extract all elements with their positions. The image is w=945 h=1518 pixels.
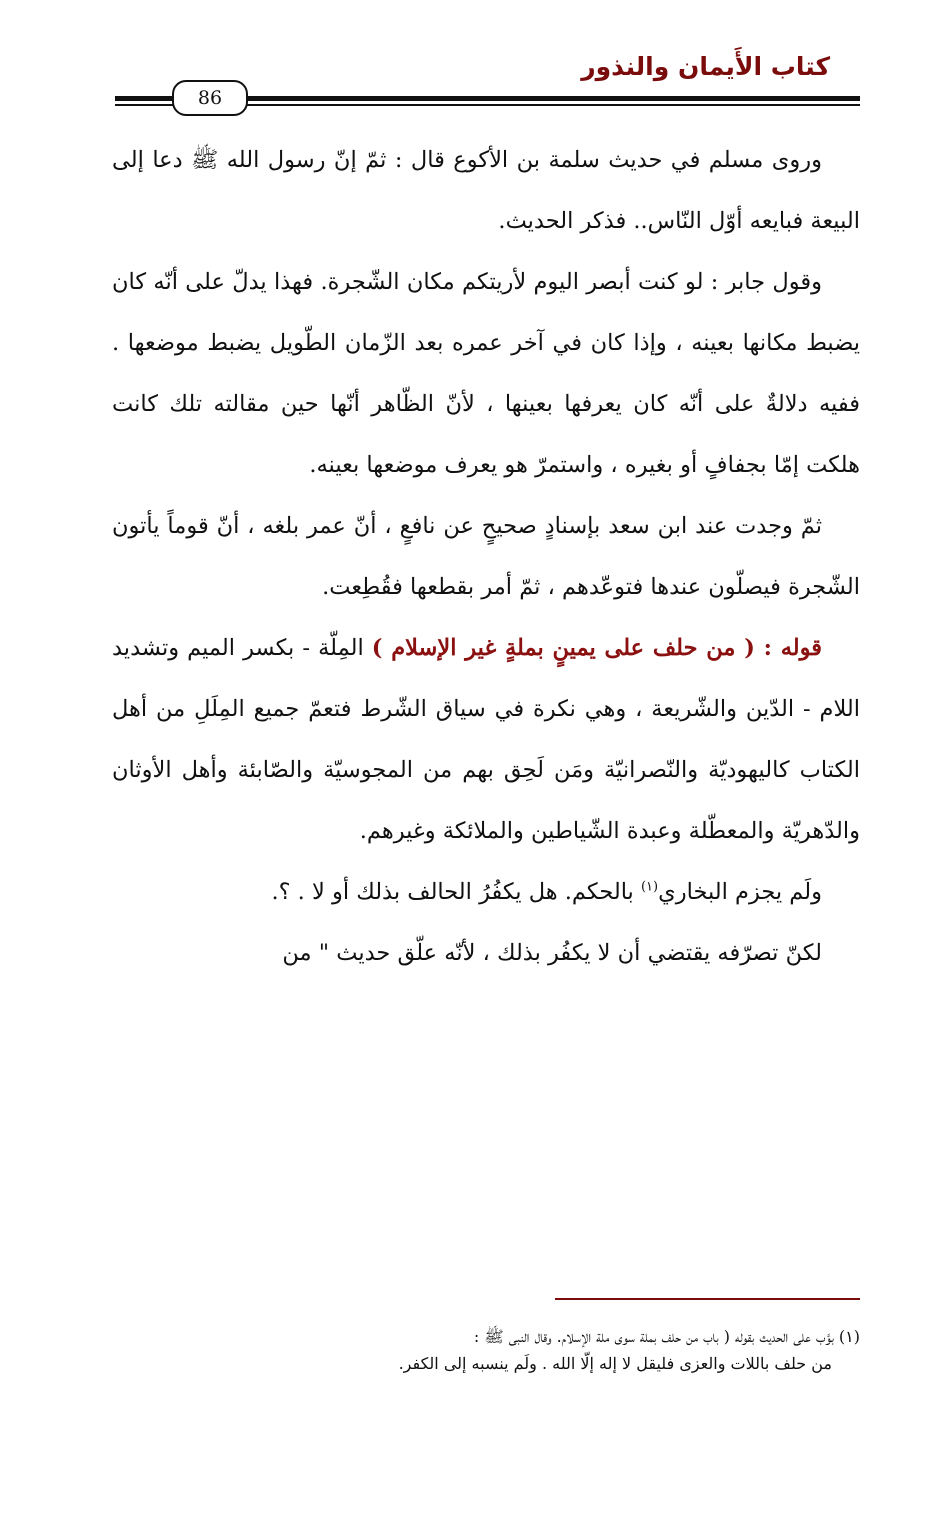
book-title: كتاب الأَيمان والنذور [581, 52, 830, 81]
footnote-line-1: (١) بوَّب على الحديث بقوله ( باب من حلف بملة سوى ملة الإسلام. وقال النبى ﷺ : [473, 1327, 860, 1346]
hadith-quote: قوله : ( من حلف على يمينٍ بملةٍ غير الإسلام ) [371, 635, 822, 661]
main-text [112, 130, 860, 984]
paragraph-5-text-end: بالحكم. هل يكفُرُ الحالف بذلك أو لا . ؟. [271, 879, 641, 905]
paragraph-2: وقول جابر : لو كنت أبصر اليوم لأريتكم مكان الشّجرة. فهذا يدلّ على أنّه كان يضبط مكانها بعينه ، وإذا كان في آخر عمره بعد الزّمان الطّويل يضبط موضعها . ففيه دلالةٌ على أنّه كان يعرفها بعينها ، لأنّ الظّاهر أنّها حين مقالته تلك كانت هلكت إمّا بجفافٍ أو بغيره ، واستمرّ هو يعرف موضعها بعينه. [112, 269, 860, 478]
paragraph-5-text-start: ولَم يجزم البخاري [658, 879, 822, 905]
footnote-separator [555, 1298, 860, 1300]
paragraph-5 [112, 862, 860, 923]
footnote-line-2: من حلف باللات والعزى فليقل لا إله إلّا الله . ولَم ينسبه إلى الكفر. [398, 1354, 832, 1373]
paragraph-1: وروى مسلم في حديث سلمة بن الأكوع قال : ثمّ إنّ رسول الله ﷺ دعا إلى البيعة فبايعه أوّل النّاس.. فذكر الحديث. [112, 147, 860, 234]
paragraph-4 [112, 618, 860, 862]
paragraph-4-text: المِلّة - بكسر الميم وتشديد اللام - الدّين والشّريعة ، وهي نكرة في سياق الشّرط فتعمّ جميع المِلَلِ من أهل الكتاب كاليهوديّة والنّصرانيّة ومَن لَحِق بهم من المجوسيّة والصّابئة وأهل الأوثان والدّهريّة والمعطّلة وعبدة الشّياطين والملائكة وغيرهم. [112, 635, 860, 844]
paragraph-3: ثمّ وجدت عند ابن سعد بإسنادٍ صحيحٍ عن نافعٍ ، أنّ عمر بلغه ، أنّ قوماً يأتون الشّجرة فيصلّون عندها فتوعّدهم ، ثمّ أمر بقطعها فقُطِعت. [112, 513, 860, 600]
paragraph-6: لكنّ تصرّفه يقتضي أن لا يكفُر بذلك ، لأنّه علّق حديث " من [282, 940, 822, 966]
page-number: 86 [172, 80, 248, 116]
page-header [0, 0, 945, 120]
footnote-section [112, 1323, 860, 1377]
footnote-reference[interactable]: (١) [640, 879, 659, 895]
